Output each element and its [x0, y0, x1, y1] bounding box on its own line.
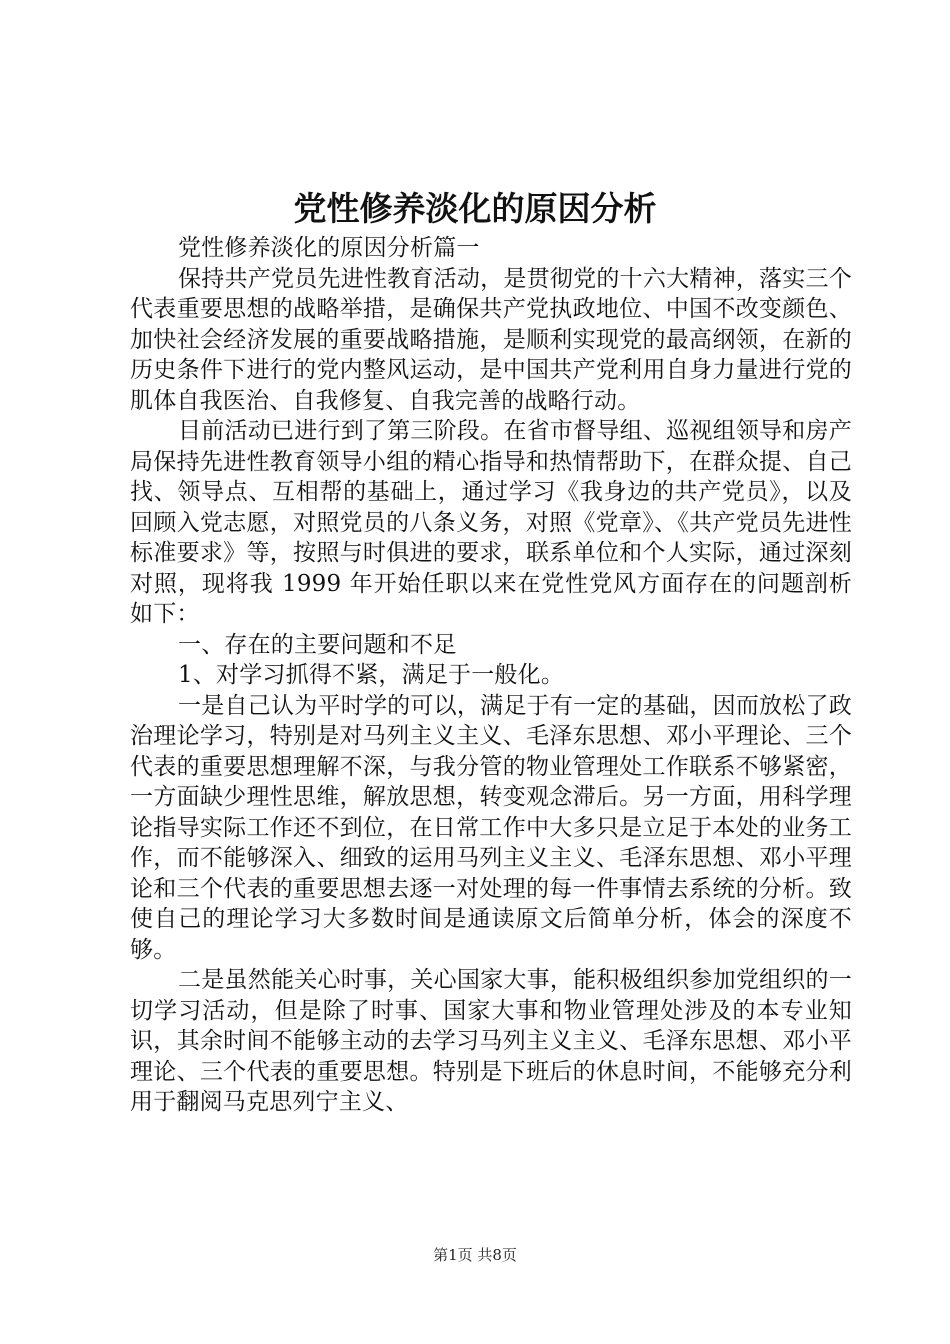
section-heading: 党性修养淡化的原因分析篇一: [178, 235, 480, 261]
document-title: 党性修养淡化的原因分析: [293, 189, 657, 228]
subsection-heading: 1、对学习抓得不紧，满足于一般化。: [178, 662, 565, 688]
paragraph: 保持共产党员先进性教育活动，是贯彻党的十六大精神，落实三个代表重要思想的战略举措，是确保共产党执政地位、中国不改变颜色、加快社会经济发展的重要战略措施，是顺利实现党的最高纲领，在新的历史条件下进行的党内整风运动，是中国共产党利用自身力量进行党的肌体自我医治、自我修复、自我完善的战略行动。: [130, 265, 852, 414]
page-footer: 第1页 共8页: [433, 1246, 517, 1264]
section-heading: 一、存在的主要问题和不足: [178, 631, 457, 658]
paragraph: 二是虽然能关心时事，关心国家大事，能积极组织参加党组织的一切学习活动，但是除了时事、国家大事和物业管理处涉及的本专业知识，其余时间不能够主动的去学习马列主义主义、毛泽东思想、邓小平理论、三个代表的重要思想。特别是下班后的休息时间，不能够充分利用于翻阅马克思列宁主义、: [130, 967, 852, 1115]
document-body: [130, 233, 852, 1118]
paragraph: 目前活动已进行到了第三阶段。在省市督导组、巡视组领导和房产局保持先进性教育领导小组的精心指导和热情帮助下，在群众提、自己找、领导点、互相帮的基础上，通过学习《我身边的共产党员》，以及回顾入党志愿，对照党员的八条义务，对照《党章》、《共产党员先进性标准要求》等，按照与时俱进的要求，联系单位和个人实际，通过深刻对照，现将我 1999 年开始任职以来在党性党风方面存在的问题剖析如下：: [130, 418, 852, 627]
paragraph: 一是自己认为平时学的可以，满足于有一定的基础，因而放松了政治理论学习，特别是对马列主义主义、毛泽东思想、邓小平理论、三个代表的重要思想理解不深，与我分管的物业管理处工作联系不够紧密，一方面缺少理性思维，解放思想，转变观念滞后。另一方面，用科学理论指导实际工作还不到位，在日常工作中大多只是立足于本处的业务工作，而不能够深入、细致的运用马列主义主义、毛泽东思想、邓小平理论和三个代表的重要思想去逐一对处理的每一件事情去系统的分析。致使自己的理论学习大多数时间是通读原文后简单分析，体会的深度不够。: [130, 692, 852, 963]
